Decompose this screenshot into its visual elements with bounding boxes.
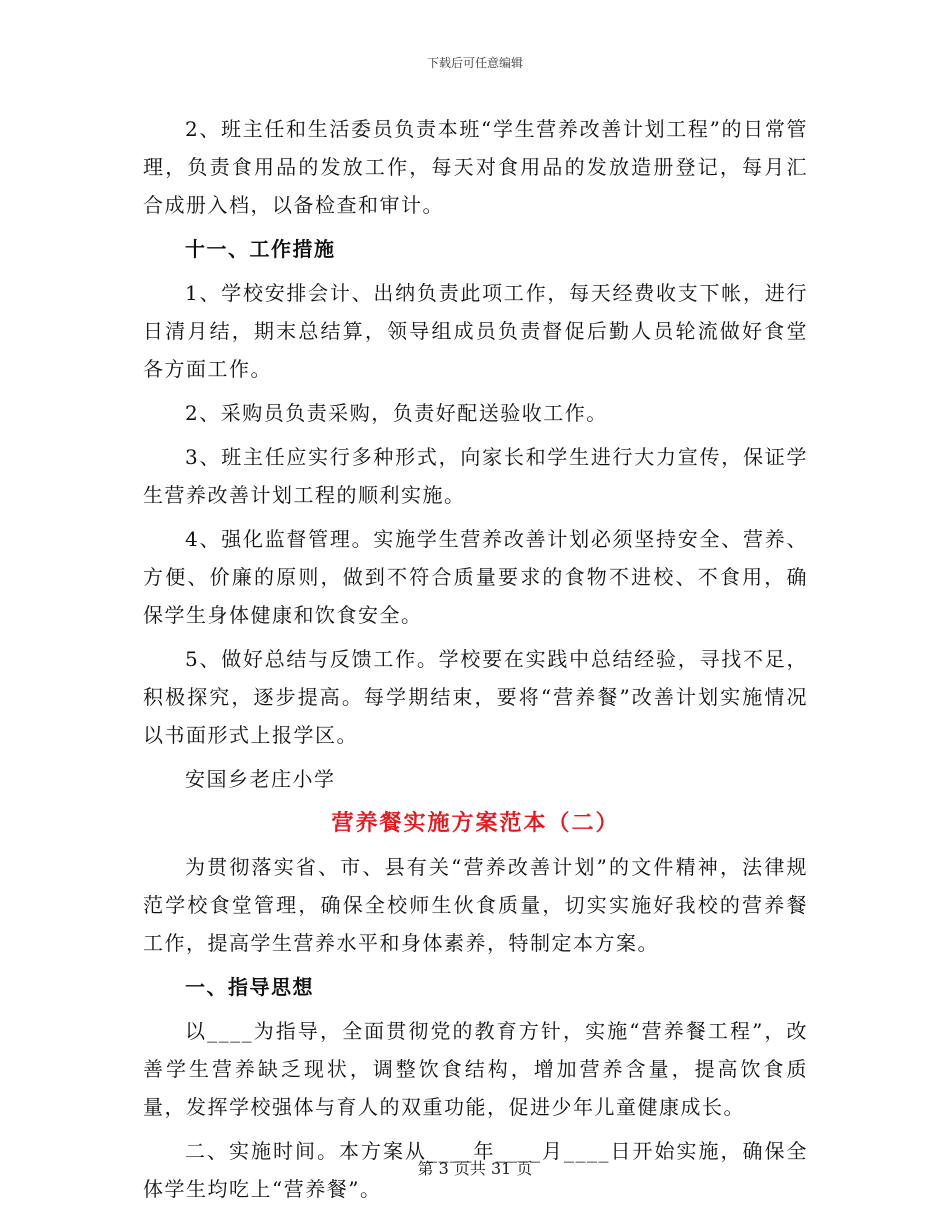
page-number: 第 3 页共 31 页	[417, 1159, 533, 1178]
paragraph-implementation-time: 二、实施时间。本方案从____年____月____日开始实施，确保全体学生均吃上“营养餐”。	[143, 1139, 808, 1201]
heading-work-measures: 十一、工作措施	[185, 237, 336, 261]
section-title: 营养餐实施方案范本（二）	[331, 810, 620, 836]
measure-item-1: 1、学校安排会计、出纳负责此项工作，每天经费收支下帐，进行日清月结，期末总结算，领导组成员负责督促后勤人员轮流做好食堂各方面工作。	[143, 281, 808, 381]
school-signature: 安国乡老庄小学	[185, 767, 336, 791]
measure-item-4: 4、强化监督管理。实施学生营养改善计划必须坚持安全、营养、方便、价廉的原则，做到不符合质量要求的食物不进校、不食用，确保学生身体健康和饮食安全。	[143, 527, 808, 627]
measure-item-3: 3、班主任应实行多种形式，向家长和学生进行大力宣传，保证学生营养改善计划工程的顺利实施。	[143, 445, 808, 507]
header-note: 下载后可任意编辑	[426, 56, 523, 70]
measure-item-2: 2、采购员负责采购，负责好配送验收工作。	[185, 401, 608, 425]
heading-guiding-thought: 一、指导思想	[185, 975, 314, 999]
paragraph-intro: 为贯彻落实省、市、县有关“营养改善计划”的文件精神，法律规范学校食堂管理，确保全校师生伙食质量，切实实施好我校的营养餐工作，提高学生营养水平和身体素养，特制定本方案。	[143, 855, 808, 955]
document-body	[143, 110, 808, 1214]
paragraph-guiding-thought: 以____为指导，全面贯彻党的教育方针，实施“营养餐工程”，改善学生营养缺乏现状，调整饮食结构，增加营养含量，提高饮食质量，发挥学校强体与育人的双重功能，促进少年儿童健康成长。	[143, 1019, 808, 1119]
paragraph-class-teacher-duty: 2、班主任和生活委员负责本班“学生营养改善计划工程”的日常管理，负责食用品的发放工作，每天对食用品的发放造册登记，每月汇合成册入档，以备检查和审计。	[143, 117, 808, 217]
measure-item-5: 5、做好总结与反馈工作。学校要在实践中总结经验，寻找不足，积极探究，逐步提高。每学期结束，要将“营养餐”改善计划实施情况以书面形式上报学区。	[143, 647, 808, 747]
